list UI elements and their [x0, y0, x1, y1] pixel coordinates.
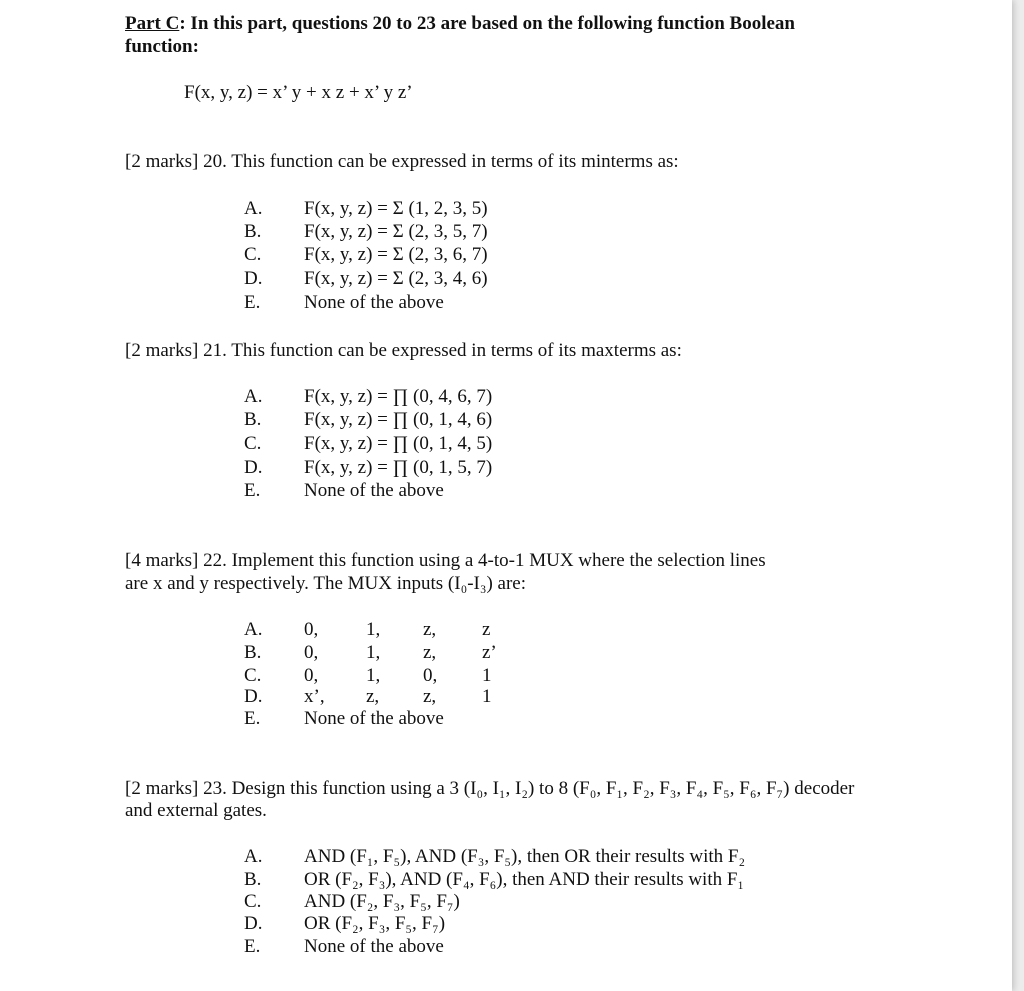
q22-option-c-i0: 0, — [304, 665, 319, 686]
part-heading-line2: function: — [125, 36, 199, 57]
q22-option-b-i3: z’ — [482, 642, 497, 663]
part-heading — [125, 13, 795, 35]
q22-option-d-i1: z, — [366, 686, 380, 707]
q23-option-a-letter: A. — [244, 846, 263, 867]
part-heading-text: : In this part, questions 20 to 23 are based on the following function Boolean — [179, 13, 795, 34]
q22-option-d-i0: x’, — [304, 686, 325, 707]
q22-option-b-letter: B. — [244, 642, 262, 663]
q22-option-b-i0: 0, — [304, 642, 319, 663]
q22-option-e-letter: E. — [244, 708, 261, 729]
q21-option-e: None of the above — [304, 480, 444, 501]
q20-option-d-letter: D. — [244, 268, 263, 289]
q23-option-c-letter: C. — [244, 891, 262, 912]
q21-option-b: F(x, y, z) = ∏ (0, 1, 4, 6) — [304, 409, 493, 430]
q23-option-e-letter: E. — [244, 936, 261, 957]
q22-prompt-line1: [4 marks] 22. Implement this function using a 4-to-1 MUX where the selection lines — [125, 550, 766, 571]
q21-option-c-letter: C. — [244, 433, 262, 454]
part-label: Part C — [125, 13, 180, 34]
q22-prompt-line2: are x and y respectively. The MUX inputs (I₀-I₃) are: — [125, 573, 527, 594]
q23-option-d: OR (F₂, F₃, F₅, F₇) — [304, 913, 446, 934]
q21-option-d-letter: D. — [244, 457, 263, 478]
q22-option-a-i1: 1, — [366, 619, 381, 640]
q21-option-e-letter: E. — [244, 480, 261, 501]
q23-prompt-line1: [2 marks] 23. Design this function using a 3 (I₀, I₁, I₂) to 8 (F₀, F₁, F₂, F₃, F₄, F₅, F₆, F₇) decoder — [125, 778, 855, 799]
q20-option-c: F(x, y, z) = Σ (2, 3, 6, 7) — [304, 244, 488, 265]
q22-option-a-i3: z — [482, 619, 491, 640]
q22-option-c-i3: 1 — [482, 665, 492, 686]
q21-option-c: F(x, y, z) = ∏ (0, 1, 4, 5) — [304, 433, 493, 454]
q21-option-a: F(x, y, z) = ∏ (0, 4, 6, 7) — [304, 386, 493, 407]
q23-option-c: AND (F₂, F₃, F₅, F₇) — [304, 891, 460, 912]
q22-option-a-letter: A. — [244, 619, 263, 640]
q20-option-e-letter: E. — [244, 292, 261, 313]
q22-option-d-letter: D. — [244, 686, 263, 707]
q22-option-d-i3: 1 — [482, 686, 492, 707]
q21-option-a-letter: A. — [244, 386, 263, 407]
q22-option-c-i2: 0, — [423, 665, 438, 686]
q22-option-a-i2: z, — [423, 619, 437, 640]
q23-option-b: OR (F₂, F₃), AND (F₄, F₆), then AND their results with F₁ — [304, 869, 745, 890]
q20-option-b: F(x, y, z) = Σ (2, 3, 5, 7) — [304, 221, 488, 242]
q20-option-a: F(x, y, z) = Σ (1, 2, 3, 5) — [304, 198, 488, 219]
q23-option-e: None of the above — [304, 936, 444, 957]
q20-prompt: [2 marks] 20. This function can be expressed in terms of its minterms as: — [125, 151, 679, 172]
boolean-function: F(x, y, z) = x’ y + x z + x’ y z’ — [184, 82, 413, 103]
q23-option-a: AND (F₁, F₅), AND (F₃, F₅), then OR their results with F₂ — [304, 846, 746, 867]
q20-option-a-letter: A. — [244, 198, 263, 219]
q22-option-c-i1: 1, — [366, 665, 381, 686]
q20-option-e: None of the above — [304, 292, 444, 313]
q23-option-d-letter: D. — [244, 913, 263, 934]
q22-option-d-i2: z, — [423, 686, 437, 707]
q20-option-b-letter: B. — [244, 221, 262, 242]
q22-option-e: None of the above — [304, 708, 444, 729]
q21-option-d: F(x, y, z) = ∏ (0, 1, 5, 7) — [304, 457, 493, 478]
q23-option-b-letter: B. — [244, 869, 262, 890]
q20-option-c-letter: C. — [244, 244, 262, 265]
q20-option-d: F(x, y, z) = Σ (2, 3, 4, 6) — [304, 268, 488, 289]
q21-prompt: [2 marks] 21. This function can be expressed in terms of its maxterms as: — [125, 340, 682, 361]
q23-prompt-line2: and external gates. — [125, 800, 267, 821]
q22-option-c-letter: C. — [244, 665, 262, 686]
q22-option-b-i1: 1, — [366, 642, 381, 663]
q22-option-a-i0: 0, — [304, 619, 319, 640]
q21-option-b-letter: B. — [244, 409, 262, 430]
q22-option-b-i2: z, — [423, 642, 437, 663]
